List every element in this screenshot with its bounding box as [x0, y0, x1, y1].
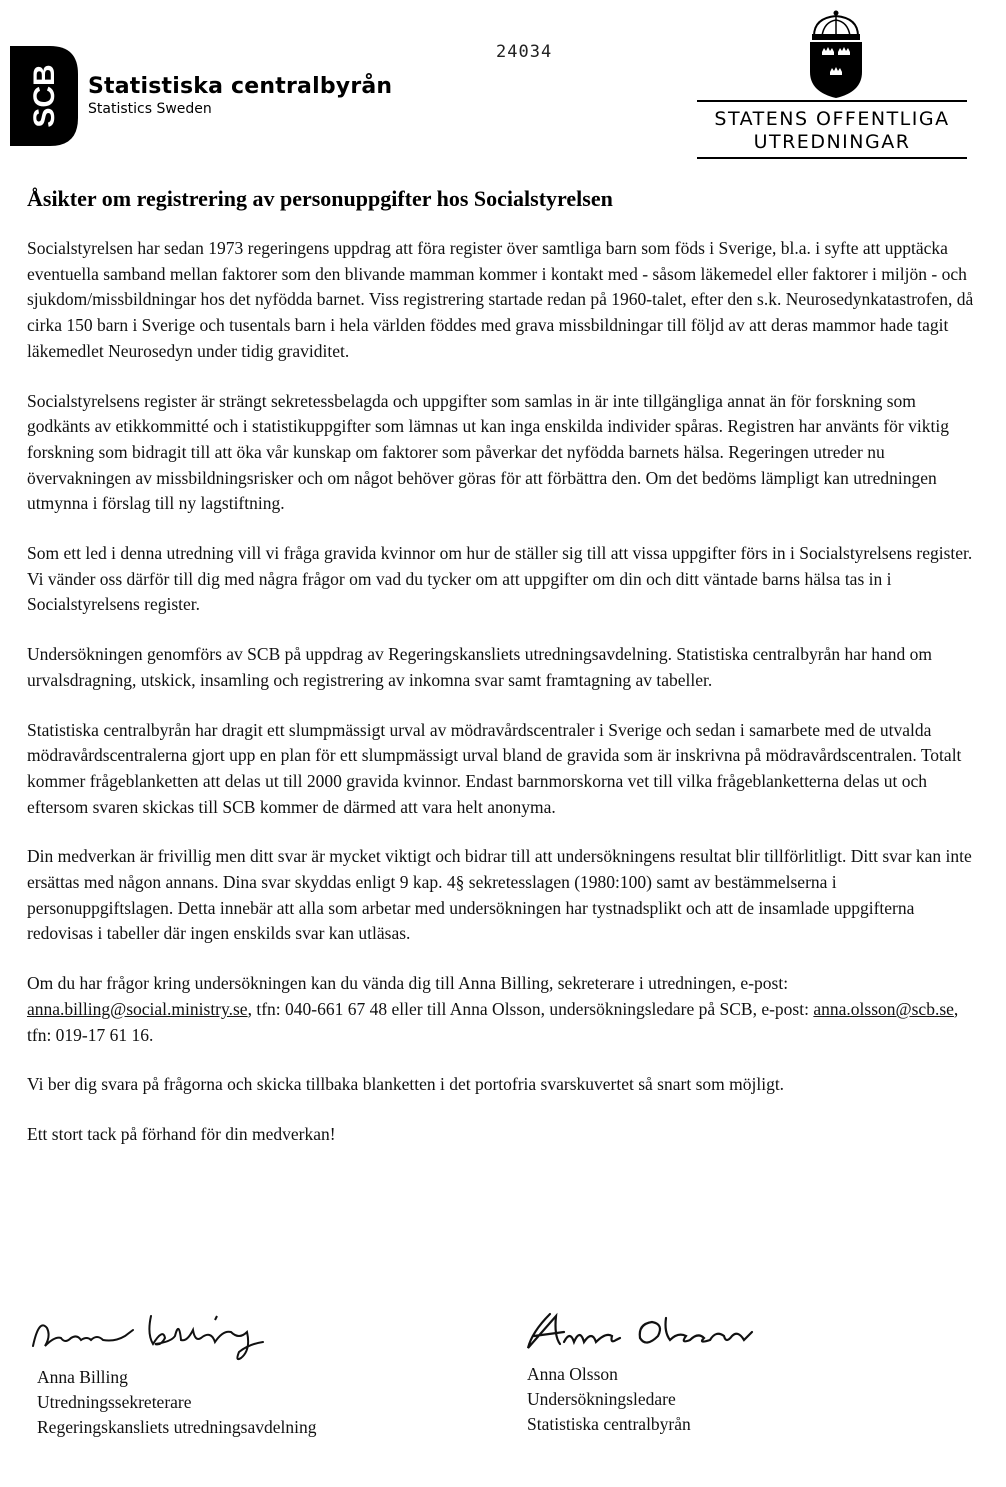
email-link-anna-billing[interactable]: anna.billing@social.ministry.se [27, 998, 248, 1019]
paragraph-1: Socialstyrelsen har sedan 1973 regeringens uppdrag att föra register över samtliga barn som föds i Sverige, bl.a. i syfte att upptäcka eventuella samband mellan faktorer som den blivande mamman kommer i kontakt med - såsom läkemedel eller faktorer i miljön - och sjukdom/missbildningar hos det nyfödda barnet. Viss registrering startade redan på 1960-talet, efter den s.k. Neurosedynkatastrofen, då cirka 150 barn i Sverige och tusentals barn i hela världen föddes med grava missbildningar till följd av att deras mammor hade tagit läkemedlet Neurosedyn under tidig graviditet. [27, 238, 974, 361]
scb-logo-icon [10, 46, 78, 146]
org-subtitle: Statistics Sweden [88, 101, 212, 117]
paragraph-7-contacts [27, 971, 977, 1048]
document-number: 24034 [496, 42, 553, 62]
signer-name: Anna Billing [37, 1367, 128, 1387]
signature-block-right [527, 1362, 691, 1437]
paragraph-2: Socialstyrelsens register är strängt sekretessbelagda och uppgifter som samlas in är inte tillgängliga annat än för forskning som godkänts av etikkommitté och i statistikuppgifter som lämnas ut kan inga enskilda individer spåras. Registren har använts för viktig forskning som bidragit till att öka vår kunskap om faktorer som påverkar det nyfödda barnets hälsa. Regeringen utreder nu övervakningen av missbildningsrisker och om något behöver göras för att förbättra den. Om det bedöms lämpligt kan utredningen utmynna i förslag till ny lagstiftning. [27, 390, 949, 514]
signer-role: Utredningssekreterare [37, 1392, 192, 1412]
paragraph-9-thanks: Ett stort tack på förhand för din medverkan! [27, 1123, 336, 1144]
signature-block-left [37, 1365, 316, 1440]
scb-logo-text: SCB [28, 64, 61, 128]
paragraph-6: Din medverkan är frivillig men ditt svar är mycket viktigt och bidrar till att undersökningens resultat blir tillförlitligt. Ditt svar kan inte ersättas med någon annans. Dina svar skyddas enligt 9 kap. 4§ sekretesslagen (1980:100) samt av bestämmelserna i personuppgiftslagen. Detta innebär att alla som arbetar med undersökningen har tystnadsplikt och att de insamlade uppgifterna redovisas i tabeller där ingen enskilds svar kan utläsas. [27, 846, 972, 944]
paragraph-8: Vi ber dig svara på frågorna och skicka tillbaka blanketten i det portofria svarskuvertet så snart som möjligt. [27, 1074, 785, 1095]
email-link-anna-olsson[interactable]: anna.olsson@scb.se [813, 998, 954, 1019]
signer-organization: Regeringskansliets utredningsavdelning [37, 1417, 317, 1437]
letter-body [27, 236, 977, 1172]
signature-anna-olsson [520, 1302, 780, 1362]
contact-text-c: , tfn: 019-17 61 16. [27, 998, 959, 1045]
signer-name: Anna Olsson [527, 1364, 618, 1384]
paragraph-5: Statistiska centralbyrån har dragit ett slumpmässigt urval av mödravårdscentraler i Sverige och sedan i samarbete med de utvalda mödravårdscentralerna gjort upp en plan för ett slumpmässigt urval bland de gravida som är inskrivna på mödravårdscentralen. Totalt kommer frågeblanketten att delas ut till 2000 gravida kvinnor. Endast barnmorskorna vet till vilka frågeblanketterna delas ut och eftersom svaren skickas till SCB kommer de därmed att vara helt anonyma. [27, 719, 962, 817]
org-name: Statistiska centralbyrån [88, 74, 393, 99]
letter-title: Åsikter om registrering av personuppgifter hos Socialstyrelsen [27, 186, 613, 211]
swedish-crown-crest-icon [800, 10, 872, 100]
paragraph-4: Undersökningen genomförs av SCB på uppdrag av Regeringskansliets utredningsavdelning. Statistiska centralbyrån har hand om urvalsdragning, utskick, insamling och registrering av inkomna svar samt framtagning av tabeller. [27, 644, 932, 690]
signer-role: Undersökningsledare [527, 1389, 676, 1409]
sou-title-line2: UTREDNINGAR [753, 131, 911, 153]
signature-anna-billing [25, 1300, 285, 1370]
contact-text-b: , tfn: 040-661 67 48 eller till Anna Olsson, undersökningsledare på SCB, e-post: [247, 998, 814, 1019]
header-rule-top [697, 100, 967, 102]
paragraph-3: Som ett led i denna utredning vill vi fråga gravida kvinnor om hur de ställer sig till att vissa uppgifter förs in i Socialstyrelsens register. Vi vänder oss därför till dig med några frågor om vad du tycker om att uppgifter om din och ditt väntade barns hälsa tas in i Socialstyrelsens register. [27, 543, 973, 615]
sou-title-line1: STATENS OFFENTLIGA [714, 108, 950, 130]
contact-text-a: Om du har frågor kring undersökningen kan du vända dig till Anna Billing, sekreterare i utredningen, e-post: [27, 973, 789, 994]
header-rule-bottom [697, 157, 967, 159]
signer-organization: Statistiska centralbyrån [527, 1414, 691, 1434]
